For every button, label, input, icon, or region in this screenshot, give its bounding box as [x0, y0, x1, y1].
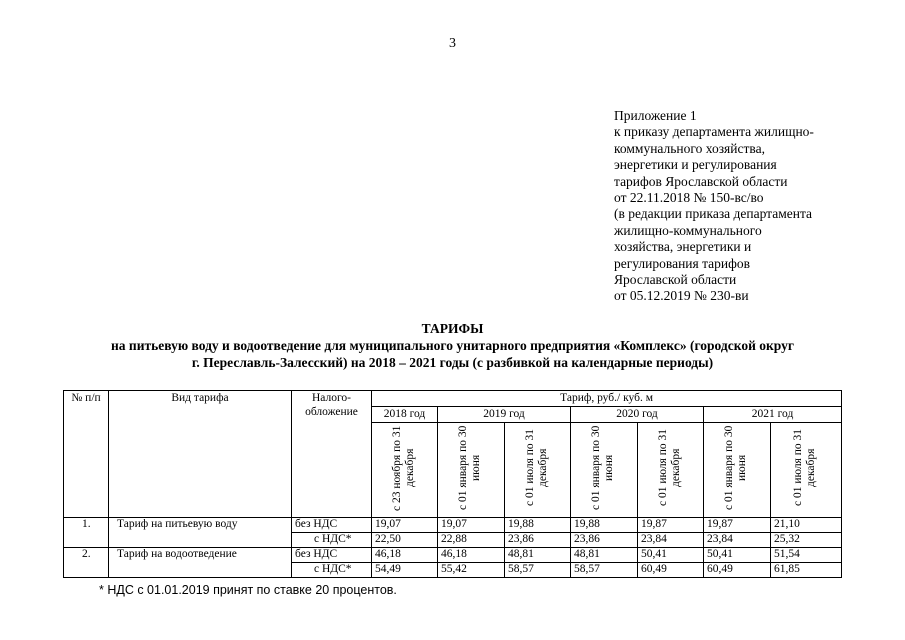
header-tariff-group: Тариф, руб./ куб. м: [372, 391, 842, 407]
table-cell: 22,50: [372, 533, 438, 548]
header-year: 2018 год: [372, 407, 438, 423]
row-tax: без НДС: [292, 518, 372, 533]
table-cell: 58,57: [571, 563, 638, 578]
header-period-cell: [372, 423, 438, 518]
row-tax: без НДС: [292, 548, 372, 563]
appendix-line: жилищно-коммунального: [614, 222, 762, 238]
row-tax: с НДС*: [292, 563, 372, 578]
table-cell: 19,88: [571, 518, 638, 533]
table-cell: 60,49: [638, 563, 704, 578]
header-period: с 01 января по 30 июня: [590, 425, 615, 511]
header-tax: Налого-обложение: [292, 391, 372, 518]
row-name: Тариф на водоотведение: [109, 548, 292, 578]
appendix-line: хозяйства, энергетики и: [614, 239, 752, 255]
table-cell: 50,41: [704, 548, 771, 563]
header-year: 2019 год: [438, 407, 571, 423]
row-name: Тариф на питьевую воду: [109, 518, 292, 548]
table-cell: 25,32: [771, 533, 842, 548]
table-cell: 55,42: [438, 563, 505, 578]
header-period-cell: [638, 423, 704, 518]
table-cell: 54,49: [372, 563, 438, 578]
title-line: г. Переславль-Залесский) на 2018 – 2021 годы (с разбивкой на календарные периоды): [191, 355, 714, 370]
row-num: 2.: [64, 548, 109, 578]
header-period-cell: [571, 423, 638, 518]
table-cell: 19,07: [438, 518, 505, 533]
appendix-line: энергетики и регулирования: [614, 157, 777, 173]
table-cell: 19,87: [638, 518, 704, 533]
table-cell: 23,84: [638, 533, 704, 548]
appendix-line: коммунального хозяйства,: [614, 140, 765, 156]
table-cell: 60,49: [704, 563, 771, 578]
table-cell: 61,85: [771, 563, 842, 578]
appendix-block: [614, 108, 874, 305]
appendix-line: (в редакции приказа департамента: [614, 206, 813, 222]
appendix-line: Ярославской области: [614, 272, 737, 288]
table-cell: 23,86: [505, 533, 571, 548]
table-cell: 46,18: [438, 548, 505, 563]
footnote: * НДС с 01.01.2019 принят по ставке 20 процентов.: [99, 583, 397, 597]
appendix-line: Приложение 1: [614, 108, 697, 123]
table-cell: 19,07: [372, 518, 438, 533]
header-num: № п/п: [64, 391, 109, 518]
header-period: с 01 января по 30 июня: [723, 425, 748, 511]
header-period: с 01 июля по 31 декабря: [656, 429, 682, 507]
document-title: [0, 320, 905, 371]
tariffs-table: [63, 390, 842, 578]
header-type: Вид тарифа: [109, 391, 292, 518]
table-cell: 58,57: [505, 563, 571, 578]
table-cell: 46,18: [372, 548, 438, 563]
row-num: 1.: [64, 518, 109, 548]
table-cell: 22,88: [438, 533, 505, 548]
table-cell: 48,81: [505, 548, 571, 563]
table-cell: 23,84: [704, 533, 771, 548]
header-period-cell: [505, 423, 571, 518]
table-cell: 19,87: [704, 518, 771, 533]
header-period-cell: [771, 423, 842, 518]
header-period: с 01 января по 30 июня: [457, 425, 482, 511]
header-period: с 01 июля по 31 декабря: [792, 429, 818, 507]
row-tax: с НДС*: [292, 533, 372, 548]
table-cell: 51,54: [771, 548, 842, 563]
table-cell: 21,10: [771, 518, 842, 533]
title-heading: ТАРИФЫ: [421, 321, 484, 336]
appendix-line: регулирования тарифов: [614, 255, 751, 271]
appendix-line: от 22.11.2018 № 150-вс/во: [614, 190, 764, 206]
header-year: 2021 год: [704, 407, 842, 423]
header-year: 2020 год: [571, 407, 704, 423]
header-period: с 01 июля по 31 декабря: [523, 429, 549, 507]
table-row: [64, 518, 842, 533]
appendix-line: тарифов Ярославской области: [614, 173, 788, 189]
header-period: с 23 ноября по 31 декабря: [390, 425, 416, 511]
appendix-line: к приказу департамента жилищно-: [614, 124, 814, 140]
table-cell: 48,81: [571, 548, 638, 563]
header-period-cell: [438, 423, 505, 518]
header-period-cell: [704, 423, 771, 518]
table-cell: 19,88: [505, 518, 571, 533]
page-number: 3: [449, 36, 456, 51]
table-cell: 23,86: [571, 533, 638, 548]
title-line: на питьевую воду и водоотведение для муниципального унитарного предприятия «Комплекс» (городской округ: [111, 338, 794, 353]
appendix-line: от 05.12.2019 № 230-ви: [614, 288, 749, 304]
table-cell: 50,41: [638, 548, 704, 563]
table-row: [64, 548, 842, 563]
